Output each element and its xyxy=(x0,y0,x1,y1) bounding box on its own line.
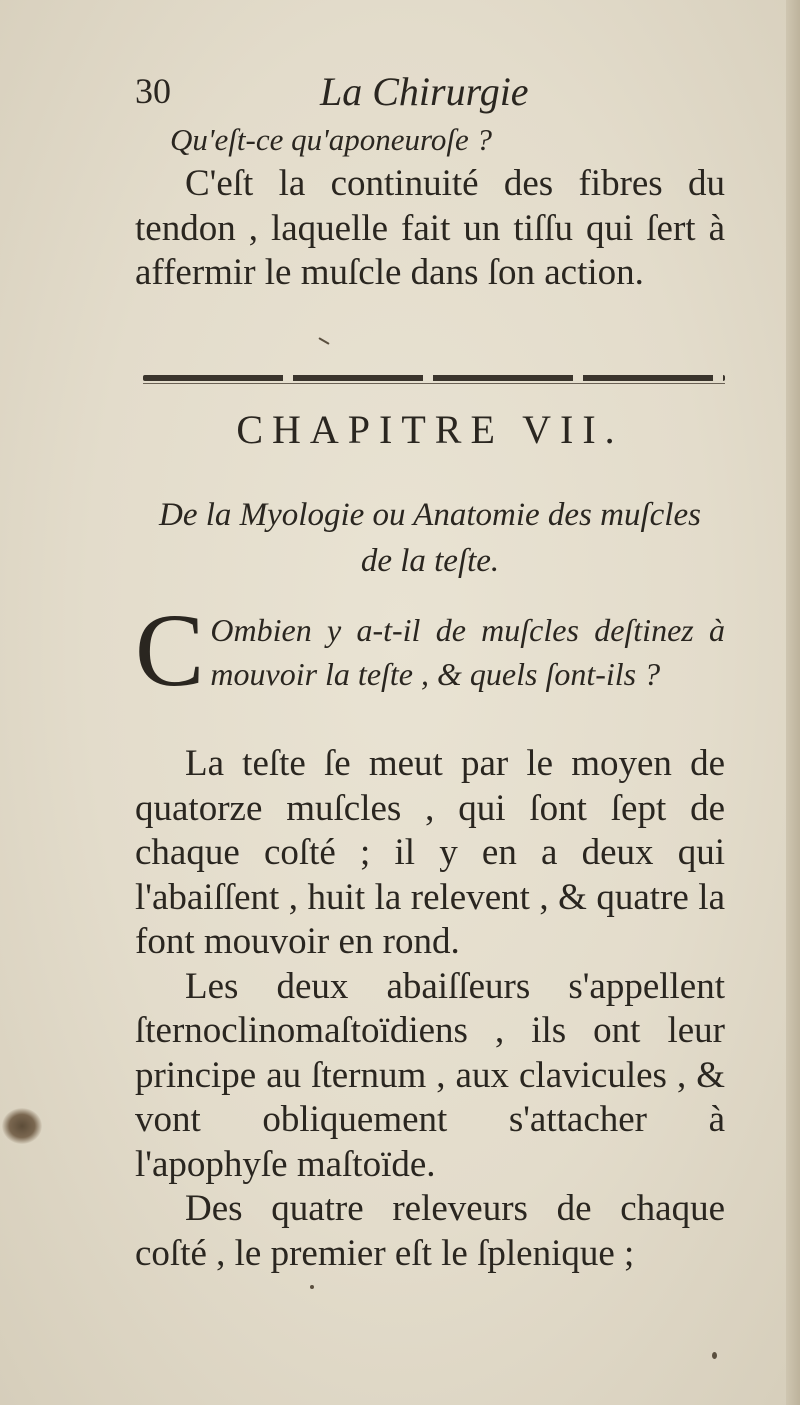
ornamental-rule xyxy=(143,375,725,381)
page-number: 30 xyxy=(135,71,171,111)
paper-speck xyxy=(712,1352,717,1359)
drop-cap: C xyxy=(135,593,205,708)
ink-stain xyxy=(2,1108,42,1144)
paragraph-releveurs: Des quatre releveurs de chaque coſté , le premier eſt le ſplenique ; xyxy=(135,1188,725,1274)
ornamental-rule-underline xyxy=(143,383,725,384)
page-gutter xyxy=(786,0,800,1405)
paragraph-abaisseurs: Les deux abaiſſeurs s'appellent ſternoclinomaſtoïdiens , ils ont leur principe au ſternum , aux clavicules , & vont obliquement s'attacher à l'apophyſe maſtoïde. xyxy=(135,965,725,1185)
question-aponeurose: Qu'eſt-ce qu'aponeuroſe ? xyxy=(170,122,493,157)
chapter-heading: CHAPITRE VII. xyxy=(236,407,624,452)
answer-aponeurose: C'eſt la continuité des fibres du tendon , laquelle fait un tiſſu qui ſert à affermir le muſcle dans ſon action. xyxy=(135,163,725,293)
opening-question xyxy=(135,593,725,708)
body-text xyxy=(135,742,725,1276)
paper-speck xyxy=(318,337,329,345)
chapter-subtitle xyxy=(135,492,725,584)
paper-speck xyxy=(310,1285,314,1289)
chapter-subtitle-line2: de la teſte. xyxy=(360,543,500,579)
chapter-subtitle-line1: De la Myologie ou Anatomie des muſcles xyxy=(159,497,701,533)
paragraph-muscles: La teſte ſe meut par le moyen de quatorze muſcles , qui ſont ſept de chaque coſté ; il y en a deux qui l'abaiſſent , huit la relevent , & quatre la font mouvoir en rond. xyxy=(135,743,725,962)
opening-question-text: Ombien y a-t-il de muſcles deſtinez à mouvoir la teſte , & quels ſont-ils ? xyxy=(210,612,725,692)
running-title: La Chirurgie xyxy=(320,69,529,114)
